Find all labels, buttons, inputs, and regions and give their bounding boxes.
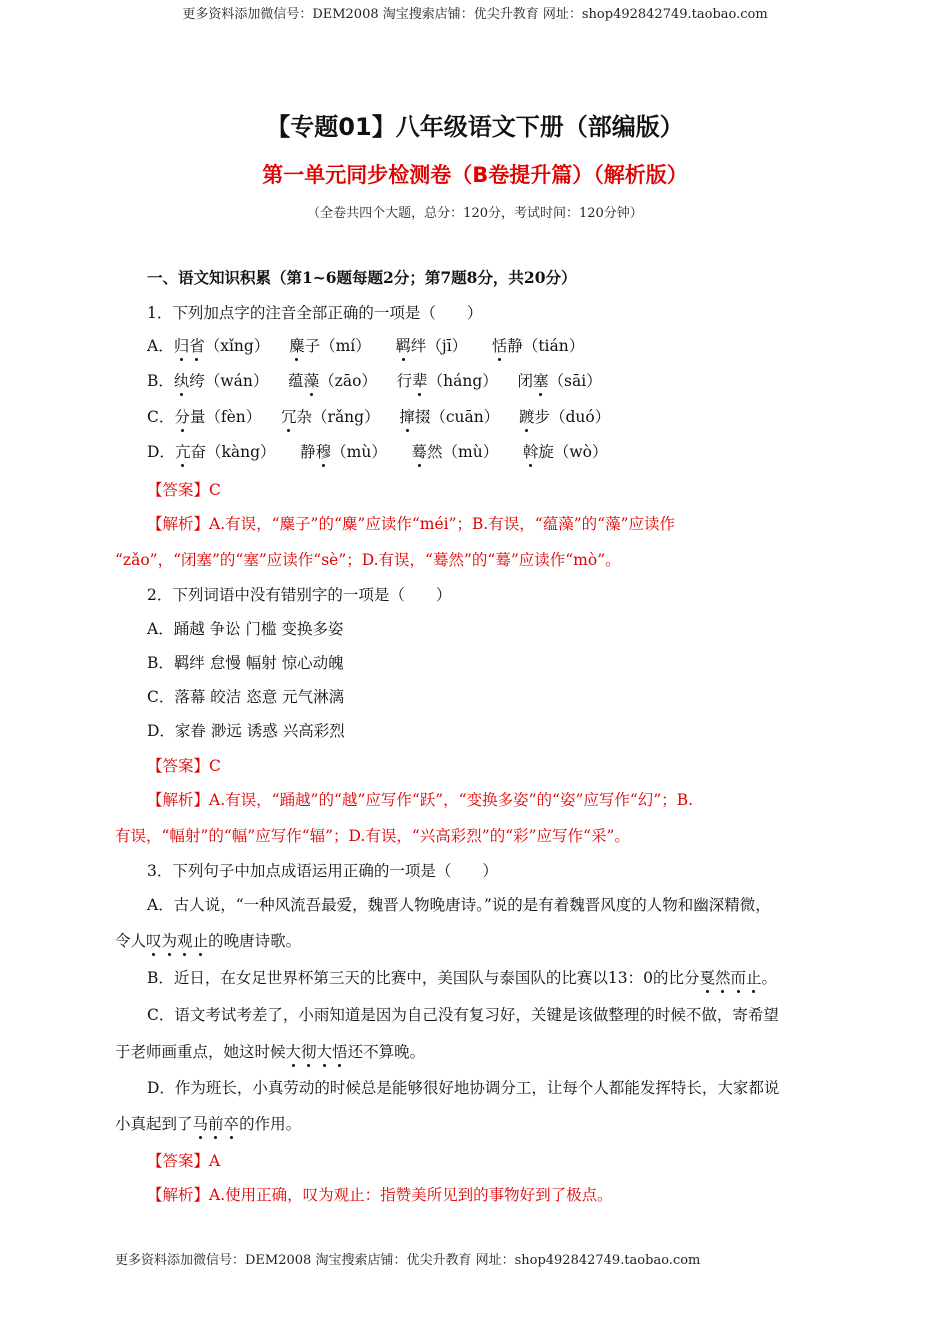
question-2-analysis: 【解析】A.有误，“踊越”的“越”应写作“跃”，“变换多姿”的“姿”应写作“幻”；B. [147,791,694,809]
section-heading: 一、语文知识积累（第1~6题每题2分；第7题8分，共20分） [147,268,577,287]
exam-note: （全卷共四个大题，总分：120分，考试时间：120分钟） [307,206,643,221]
option-text: 藻 [303,372,320,390]
option-text: 麋 [289,337,305,355]
option-text: 闭 [517,372,534,390]
option-text: 静 [300,443,316,461]
question-2-option-a: A．踊越 争讼 门槛 变换多姿 [147,620,344,638]
dotted-char: 观 [177,932,193,950]
option-text: 蓦 [411,443,428,461]
dotted-char: 戛 [699,969,715,987]
dotted-char: 然 [715,969,731,987]
question-3-answer: 【答案】A [147,1152,221,1170]
question-2-answer: 【答案】C [147,757,221,775]
option-text: 斡 [522,443,539,461]
option-text: （xǐng） [204,337,270,355]
dotted-idiom [193,1115,240,1133]
option-text: 冗 [281,408,297,426]
option-text: 绊（jī） [410,337,468,355]
option-text: 然（mù） [427,443,499,461]
option-text: 子（mí） [304,337,371,355]
question-3-option-d: D．作为班长，小真劳动的时候总是能够很好地协调分工，让每个人都能发挥特长，大家都说 [147,1079,780,1097]
question-1-option-a [147,334,584,356]
option-text: 亢 [174,443,191,461]
question-2-option-b: B．羁绊 怠慢 幅射 惊心动魄 [147,654,344,672]
option-text: 量（fèn） [189,408,262,426]
option-text: 杂（rǎng） [296,408,380,426]
option-text: 旋（wò） [538,443,608,461]
question-1-answer: 【答案】C [147,481,221,499]
dotted-char: 叹 [146,932,162,950]
question-1-analysis: 【解析】A.有误，“麋子”的“麋”应读作“méi”；B.有误，“蕴藻”的“藻”应读作 [147,515,676,533]
option-text: （mù） [331,443,387,461]
option-text: 塞 [533,372,549,390]
document-title: 【专题01】八年级语文下册（部编版） [266,113,684,141]
option-text: 步（duó） [534,408,611,426]
option-text: C． [147,408,175,426]
dotted-char: 卒 [223,1115,240,1133]
dotted-char: 而 [730,969,747,987]
dotted-char: 止 [192,932,209,950]
option-text: （zāo） [319,372,377,390]
option-text: 纨 [173,372,190,390]
dotted-idiom [286,1043,348,1061]
question-3-option-c: C．语文考试考差了，小雨知道是因为自己没有复习好，关键是该做整理的时候不做，寄希望 [147,1006,779,1024]
option-text: 静（tián） [507,337,585,355]
question-3-option-c-cont: 于老师画重点，她这时候大彻大悟还不算晚。 [115,1043,426,1061]
dotted-char: 大 [316,1043,333,1061]
option-text: 行 [396,372,413,390]
dotted-char: 大 [285,1043,302,1061]
dotted-char: 止 [746,969,762,987]
dotted-idiom [699,969,761,987]
dotted-char: 彻 [301,1043,317,1061]
question-3-analysis: 【解析】A.使用正确，叹为观止：指赞美所见到的事物好到了极点。 [147,1186,613,1204]
dotted-char: 为 [161,932,178,950]
question-3-stem: 3．下列句子中加点成语运用正确的一项是（ ） [147,862,498,880]
option-text: 羁 [395,337,411,355]
option-text: 掇（cuān） [414,408,500,426]
question-3-option-a-cont: 令人叹为观止的晚唐诗歌。 [115,932,302,950]
question-1-stem: 1．下列加点字的注音全部正确的一项是（ ） [147,304,483,322]
option-text: 辈 [412,372,428,390]
option-text: 撺 [399,408,415,426]
option-text: 分 [174,408,190,426]
page-header: 更多资料添加微信号：DEM2008 淘宝搜索店铺：优尖升教育 网址：shop492842749.taobao.com [182,7,768,22]
option-text: 踱 [518,408,535,426]
question-2-option-c: C．落幕 皎洁 恣意 元气淋漓 [147,688,345,706]
document-subtitle: 第一单元同步检测卷（B卷提升篇）（解析版） [262,163,688,187]
dotted-char: 马 [192,1115,209,1133]
question-3-option-a: A．古人说，“一种风流吾最爱，魏晋人物晚唐诗。”说的是有着魏晋风度的人物和幽深精微， [147,896,771,914]
option-text: 省 [189,337,205,355]
question-1-option-c [147,405,610,427]
option-text: 穆 [315,443,332,461]
option-text: （háng） [427,372,498,390]
option-text: 绔（wán） [189,372,269,390]
option-text: 恬 [491,337,508,355]
dotted-char: 悟 [332,1043,348,1061]
option-text: （sāi） [548,372,602,390]
question-1-analysis-cont: “zǎo”，“闭塞”的“塞”应读作“sè”；D.有误，“蓦然”的“蓦”应读作“mò”。 [115,551,621,569]
option-text: D． [147,443,175,461]
question-2-option-d: D．家眷 渺远 诱惑 兴高彩烈 [147,722,345,740]
question-1-option-d [147,440,607,462]
question-3-option-b: B．近日，在女足世界杯第三天的比赛中，美国队与泰国队的比赛以13：0的比分戛然而止。 [147,969,778,987]
option-text: 奋（kàng） [190,443,276,461]
question-2-analysis-cont: 有误，“幅射”的“幅”应写作“辐”；D.有误，“兴高彩烈”的“彩”应写作“采”。 [115,827,630,845]
dotted-char: 前 [208,1115,224,1133]
page-footer: 更多资料添加微信号：DEM2008 淘宝搜索店铺：优尖升教育 网址：shop492842749.taobao.com [115,1253,701,1268]
question-2-stem: 2．下列词语中没有错别字的一项是（ ） [147,586,452,604]
option-text: 蕴 [288,372,304,390]
dotted-idiom [146,932,208,950]
option-text: B． [147,372,174,390]
question-1-option-b [147,369,602,391]
option-text: A． [147,337,174,355]
question-3-option-d-cont: 小真起到了马前卒的作用。 [115,1115,302,1133]
option-text: 归 [173,337,190,355]
